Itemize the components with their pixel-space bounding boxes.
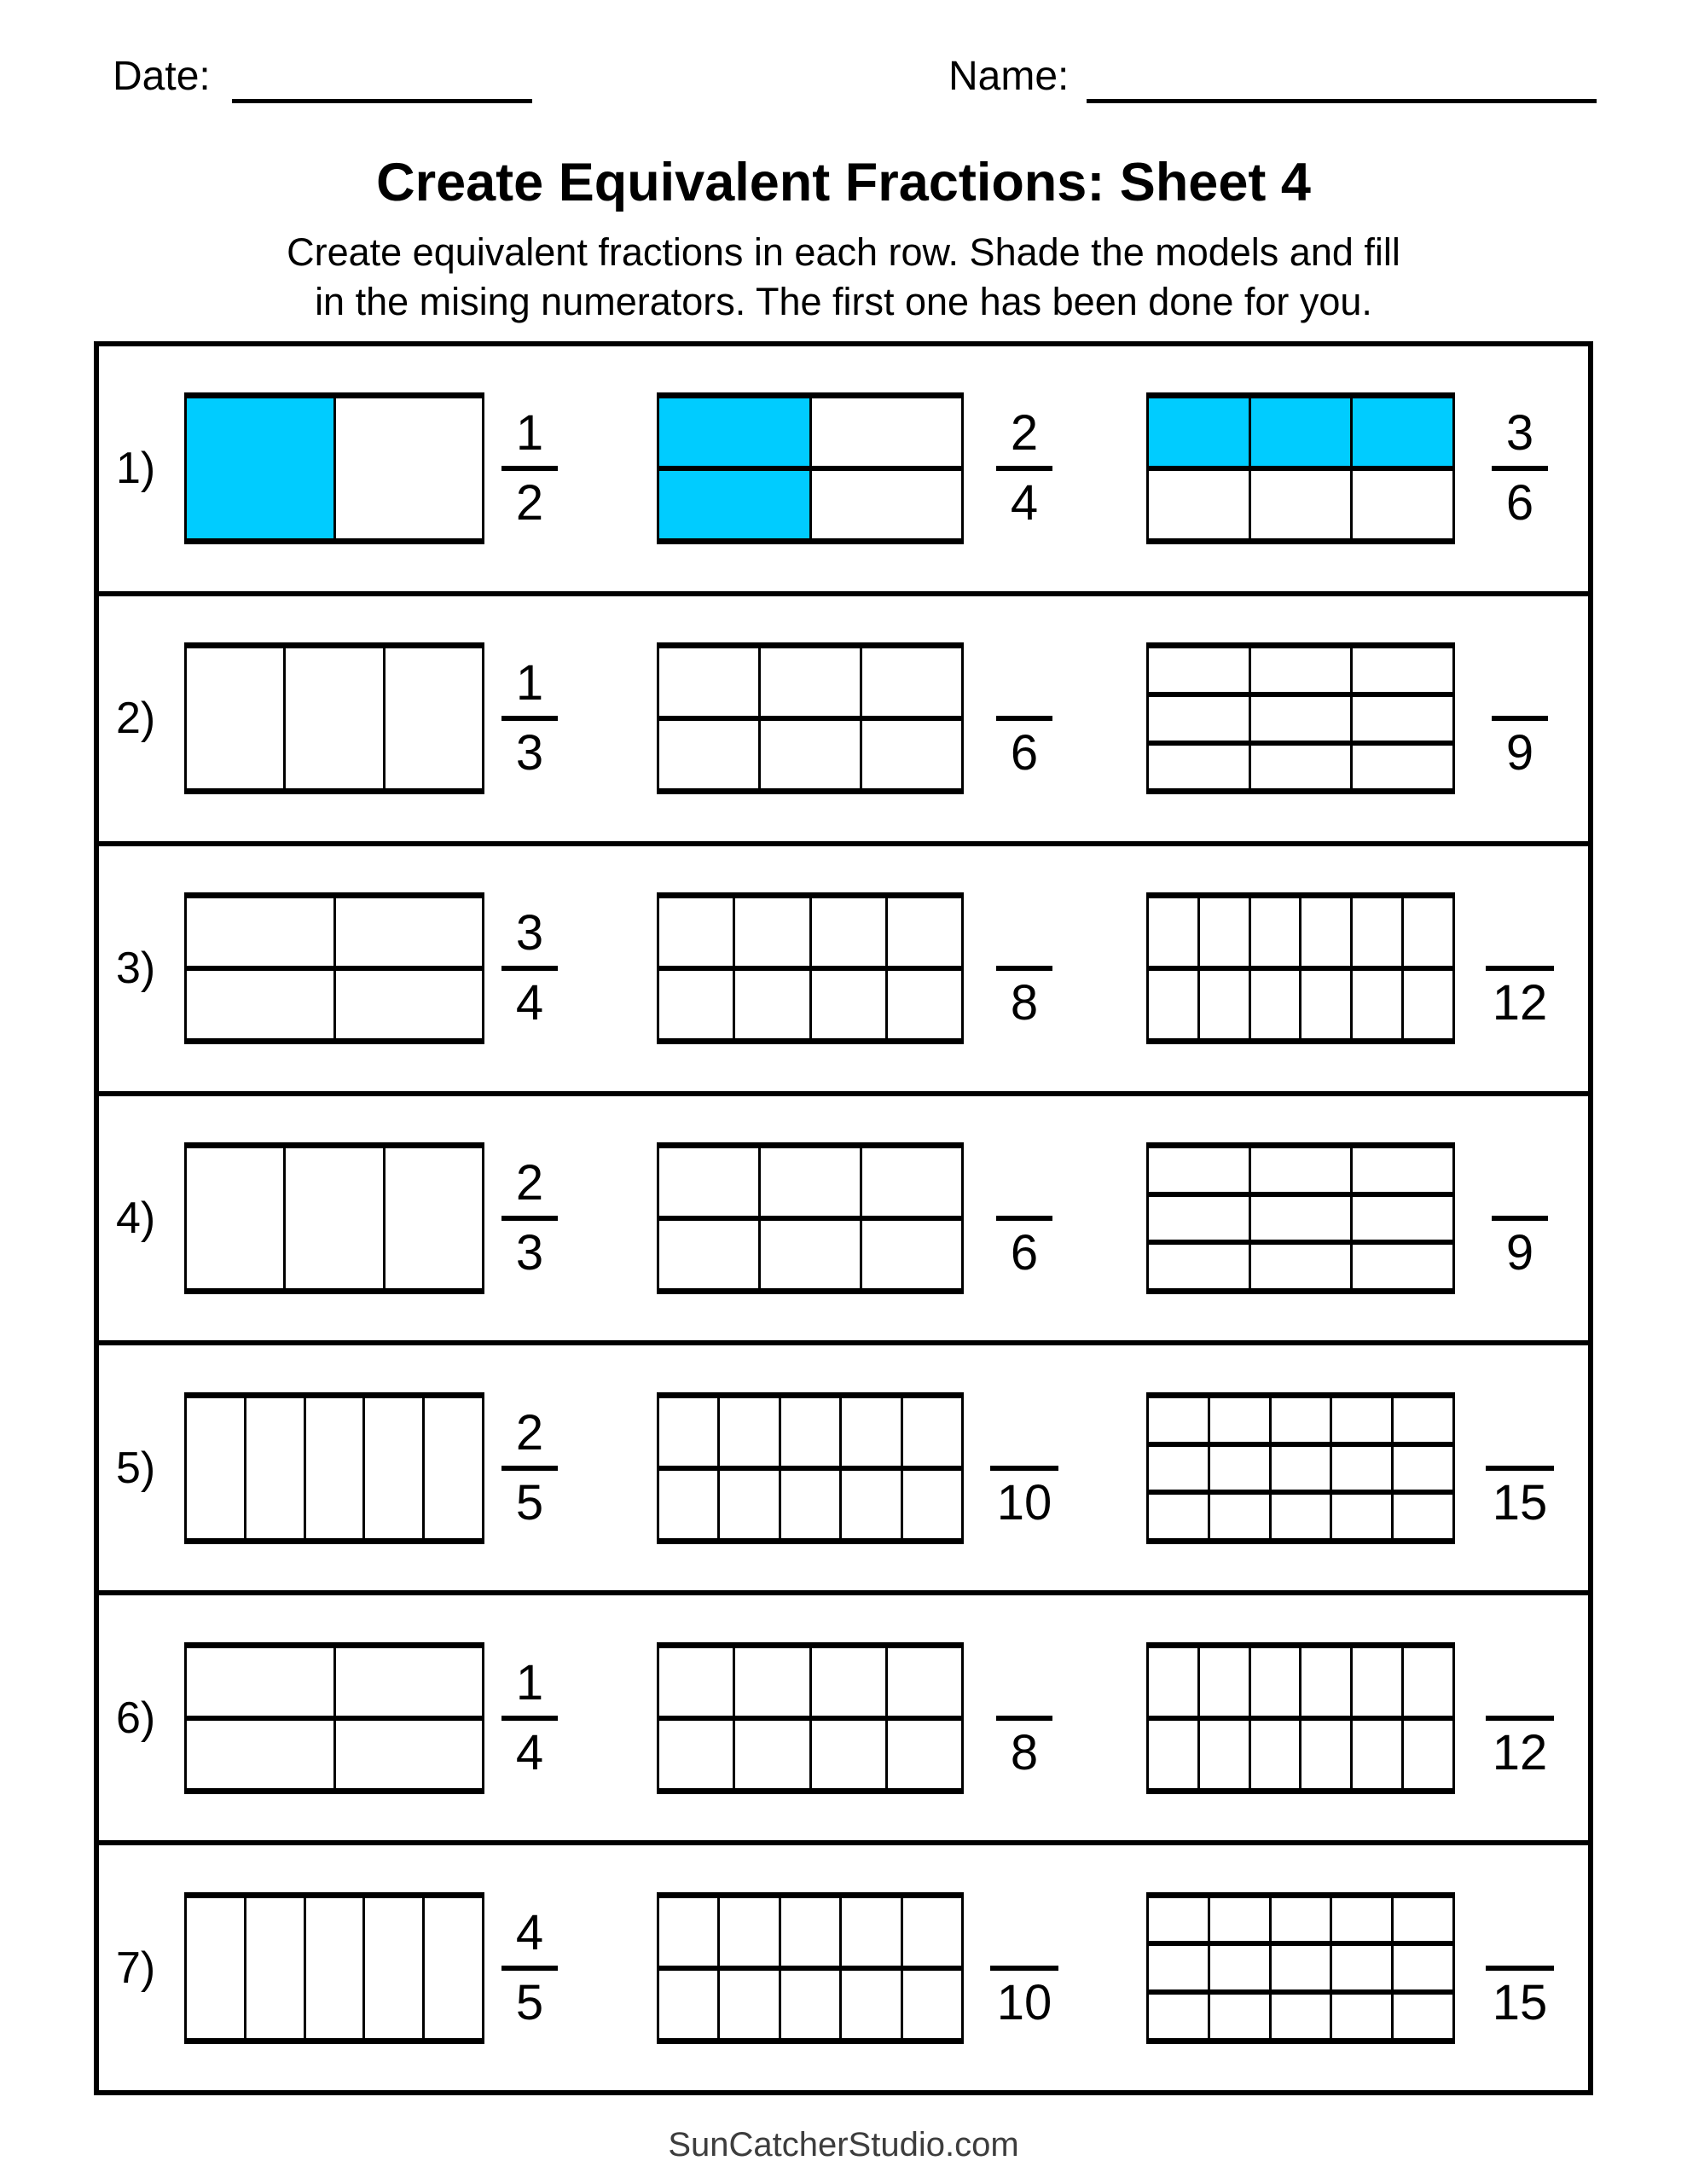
unshaded-cell[interactable] xyxy=(187,1148,283,1288)
unshaded-cell[interactable] xyxy=(187,648,283,788)
unshaded-cell[interactable] xyxy=(187,971,333,1038)
fraction-numerator: 1 xyxy=(515,405,544,462)
fraction xyxy=(973,1407,1075,1530)
fraction-bar xyxy=(501,1966,558,1971)
fraction-numerator: 4 xyxy=(515,1904,544,1960)
unshaded-cell[interactable] xyxy=(659,1148,758,1216)
fraction xyxy=(1462,1157,1578,1280)
unshaded-cell[interactable] xyxy=(888,898,961,966)
unshaded-cell[interactable] xyxy=(1251,1148,1351,1192)
row-number-label: 1) xyxy=(116,444,156,494)
date-label: Date: xyxy=(113,54,211,99)
unshaded-cell[interactable] xyxy=(1149,1946,1208,1989)
unshaded-cell[interactable] xyxy=(720,1471,778,1538)
fraction xyxy=(1462,907,1578,1030)
unshaded-cell[interactable] xyxy=(1149,648,1249,692)
fraction xyxy=(1462,1657,1578,1780)
fraction-numerator: 2 xyxy=(515,1155,544,1211)
unshaded-cell[interactable] xyxy=(1251,1648,1300,1716)
unshaded-cell[interactable] xyxy=(187,1898,244,2038)
worksheet-row-5 xyxy=(99,1345,1588,1595)
fraction-numerator: 1 xyxy=(515,655,544,712)
unshaded-cell[interactable] xyxy=(1149,471,1249,538)
unshaded-cell[interactable] xyxy=(1272,1898,1330,1942)
unshaded-cell[interactable] xyxy=(1394,1495,1452,1538)
unshaded-cell[interactable] xyxy=(1404,1648,1452,1716)
row-number-label: 3) xyxy=(116,944,156,994)
unshaded-cell[interactable] xyxy=(1210,1398,1269,1442)
unshaded-cell[interactable] xyxy=(425,1898,482,2038)
fraction-bar xyxy=(501,466,558,471)
fraction-numerator: 3 xyxy=(515,905,544,961)
fraction-numerator: 1 xyxy=(515,1654,544,1711)
shaded-cell[interactable] xyxy=(1353,398,1452,466)
unshaded-cell[interactable] xyxy=(761,648,860,716)
fraction-denominator: 8 xyxy=(1010,1724,1039,1780)
fraction-bar xyxy=(501,1716,558,1721)
fraction-bar xyxy=(501,716,558,721)
unshaded-cell[interactable] xyxy=(862,1221,961,1288)
unshaded-cell[interactable] xyxy=(1210,1447,1269,1490)
unshaded-cell[interactable] xyxy=(659,648,758,716)
fraction-bar xyxy=(1486,1466,1554,1471)
unshaded-cell[interactable] xyxy=(1210,1946,1269,1989)
unshaded-cell[interactable] xyxy=(1353,1648,1401,1716)
fraction-bar xyxy=(501,1216,558,1221)
row-number-label: 6) xyxy=(116,1693,156,1743)
worksheet-row-1 xyxy=(99,346,1588,596)
fraction xyxy=(478,1157,581,1280)
unshaded-cell[interactable] xyxy=(336,398,483,538)
unshaded-cell[interactable] xyxy=(1210,1898,1269,1942)
unshaded-cell[interactable] xyxy=(1301,1721,1350,1788)
fraction-denominator: 12 xyxy=(1492,975,1548,1031)
unshaded-cell[interactable] xyxy=(1332,1447,1391,1490)
shaded-cell[interactable] xyxy=(187,398,333,538)
fraction-model xyxy=(657,1142,964,1294)
fraction-model xyxy=(1146,392,1455,544)
date-writing-line[interactable] xyxy=(232,99,532,103)
fraction-bar xyxy=(996,1216,1052,1221)
unshaded-cell[interactable] xyxy=(1149,1447,1208,1490)
worksheet-row-3 xyxy=(99,846,1588,1096)
fraction-model xyxy=(1146,1392,1455,1544)
unshaded-cell[interactable] xyxy=(1149,1898,1208,1942)
unshaded-cell[interactable] xyxy=(781,1471,839,1538)
fraction-denominator: 10 xyxy=(996,1474,1052,1531)
unshaded-cell[interactable] xyxy=(862,648,961,716)
unshaded-cell[interactable] xyxy=(1353,697,1452,741)
unshaded-cell[interactable] xyxy=(1353,898,1401,966)
unshaded-cell[interactable] xyxy=(659,721,758,788)
unshaded-cell[interactable] xyxy=(720,1398,778,1466)
worksheet-row-7 xyxy=(99,1845,1588,2090)
unshaded-cell[interactable] xyxy=(862,721,961,788)
unshaded-cell[interactable] xyxy=(735,971,809,1038)
unshaded-cell[interactable] xyxy=(842,1971,900,2038)
fraction xyxy=(1462,407,1578,530)
unshaded-cell[interactable] xyxy=(761,1148,860,1216)
fraction-bar xyxy=(1486,1716,1554,1721)
unshaded-cell[interactable] xyxy=(1301,1648,1350,1716)
unshaded-cell[interactable] xyxy=(1353,648,1452,692)
row-number-label: 5) xyxy=(116,1443,156,1493)
fraction-denominator: 2 xyxy=(515,475,544,531)
unshaded-cell[interactable] xyxy=(246,1898,304,2038)
unshaded-cell[interactable] xyxy=(781,1971,839,2038)
unshaded-cell[interactable] xyxy=(187,898,333,966)
fraction-model xyxy=(184,1142,484,1294)
unshaded-cell[interactable] xyxy=(903,1471,961,1538)
unshaded-cell[interactable] xyxy=(1251,648,1351,692)
fraction xyxy=(478,1654,581,1780)
unshaded-cell[interactable] xyxy=(842,1471,900,1538)
row-number-label: 7) xyxy=(116,1943,156,1993)
fraction xyxy=(973,1907,1075,2030)
fraction-numerator: 2 xyxy=(515,1404,544,1461)
fraction-model xyxy=(657,1642,964,1794)
unshaded-cell[interactable] xyxy=(1394,1398,1452,1442)
fraction-denominator: 12 xyxy=(1492,1724,1548,1780)
unshaded-cell[interactable] xyxy=(659,898,733,966)
unshaded-cell[interactable] xyxy=(1332,1398,1391,1442)
unshaded-cell[interactable] xyxy=(1149,1148,1249,1192)
fraction-bar xyxy=(1492,716,1548,721)
fraction-bar xyxy=(996,716,1052,721)
fraction-denominator: 6 xyxy=(1010,1225,1039,1281)
fraction xyxy=(478,407,581,530)
unshaded-cell[interactable] xyxy=(903,1971,961,2038)
fraction-denominator: 3 xyxy=(515,725,544,781)
unshaded-cell[interactable] xyxy=(1149,697,1249,741)
unshaded-cell[interactable] xyxy=(812,398,962,466)
instructions-line-1: Create equivalent fractions in each row. Shade the models and fill xyxy=(287,230,1400,274)
unshaded-cell[interactable] xyxy=(781,1898,839,1966)
fraction-model xyxy=(657,1892,964,2044)
unshaded-cell[interactable] xyxy=(1149,1245,1249,1288)
fraction xyxy=(973,1657,1075,1780)
unshaded-cell[interactable] xyxy=(187,1398,244,1538)
fraction xyxy=(973,657,1075,780)
unshaded-cell[interactable] xyxy=(1272,1447,1330,1490)
unshaded-cell[interactable] xyxy=(365,1398,422,1538)
unshaded-cell[interactable] xyxy=(386,1148,482,1288)
unshaded-cell[interactable] xyxy=(812,971,885,1038)
unshaded-cell[interactable] xyxy=(336,1721,483,1788)
unshaded-cell[interactable] xyxy=(1149,971,1197,1038)
fraction-numerator: 3 xyxy=(1505,405,1534,462)
page-title: Create Equivalent Fractions: Sheet 4 xyxy=(376,153,1311,212)
unshaded-cell[interactable] xyxy=(812,1721,885,1788)
fraction-model xyxy=(1146,1642,1455,1794)
fraction-bar xyxy=(1492,466,1548,471)
fraction-denominator: 9 xyxy=(1505,1225,1534,1281)
unshaded-cell[interactable] xyxy=(1272,1946,1330,1989)
unshaded-cell[interactable] xyxy=(1149,898,1197,966)
fraction-bar xyxy=(1486,966,1554,971)
unshaded-cell[interactable] xyxy=(1149,1648,1197,1716)
unshaded-cell[interactable] xyxy=(1251,697,1351,741)
fraction-bar xyxy=(990,1966,1058,1971)
unshaded-cell[interactable] xyxy=(1353,1245,1452,1288)
unshaded-cell[interactable] xyxy=(842,1898,900,1966)
fraction xyxy=(478,907,581,1030)
worksheet-row-4 xyxy=(99,1096,1588,1346)
unshaded-cell[interactable] xyxy=(1210,1495,1269,1538)
fraction-bar xyxy=(996,966,1052,971)
unshaded-cell[interactable] xyxy=(1353,971,1401,1038)
unshaded-cell[interactable] xyxy=(1149,1398,1208,1442)
unshaded-cell[interactable] xyxy=(365,1898,422,2038)
unshaded-cell[interactable] xyxy=(1353,746,1452,789)
unshaded-cell[interactable] xyxy=(336,898,483,966)
unshaded-cell[interactable] xyxy=(1251,1197,1351,1240)
fraction-bar xyxy=(1492,1216,1548,1221)
worksheet-row-6 xyxy=(99,1595,1588,1845)
fraction-denominator: 6 xyxy=(1010,725,1039,781)
unshaded-cell[interactable] xyxy=(1272,1495,1330,1538)
unshaded-cell[interactable] xyxy=(842,1398,900,1466)
footer-credit: SunCatcherStudio.com xyxy=(668,2126,1019,2164)
unshaded-cell[interactable] xyxy=(1353,1721,1401,1788)
unshaded-cell[interactable] xyxy=(1353,1148,1452,1192)
fraction-denominator: 3 xyxy=(515,1225,544,1281)
unshaded-cell[interactable] xyxy=(735,1721,809,1788)
unshaded-cell[interactable] xyxy=(888,971,961,1038)
unshaded-cell[interactable] xyxy=(1200,898,1249,966)
unshaded-cell[interactable] xyxy=(1251,746,1351,789)
fraction xyxy=(1462,1407,1578,1530)
fraction-model xyxy=(184,642,484,794)
fraction-model xyxy=(1146,1892,1455,2044)
unshaded-cell[interactable] xyxy=(888,1648,961,1716)
unshaded-cell[interactable] xyxy=(1149,1721,1197,1788)
fraction-denominator: 5 xyxy=(515,1974,544,2030)
fraction-model xyxy=(1146,642,1455,794)
fraction xyxy=(478,657,581,780)
fraction-model xyxy=(1146,1142,1455,1294)
unshaded-cell[interactable] xyxy=(720,1971,778,2038)
unshaded-cell[interactable] xyxy=(187,1648,333,1716)
fraction xyxy=(478,1404,581,1531)
unshaded-cell[interactable] xyxy=(386,648,482,788)
unshaded-cell[interactable] xyxy=(659,1471,717,1538)
unshaded-cell[interactable] xyxy=(1200,1721,1249,1788)
fraction-model xyxy=(184,1892,484,2044)
unshaded-cell[interactable] xyxy=(306,1398,363,1538)
unshaded-cell[interactable] xyxy=(1332,1898,1391,1942)
unshaded-cell[interactable] xyxy=(1149,1197,1249,1240)
unshaded-cell[interactable] xyxy=(187,1721,333,1788)
unshaded-cell[interactable] xyxy=(781,1398,839,1466)
shaded-cell[interactable] xyxy=(1251,398,1351,466)
unshaded-cell[interactable] xyxy=(425,1398,482,1538)
unshaded-cell[interactable] xyxy=(1404,1721,1452,1788)
worksheet-row-2 xyxy=(99,596,1588,846)
fraction xyxy=(1462,1907,1578,2030)
unshaded-cell[interactable] xyxy=(903,1898,961,1966)
unshaded-cell[interactable] xyxy=(659,1221,758,1288)
unshaded-cell[interactable] xyxy=(1301,898,1350,966)
unshaded-cell[interactable] xyxy=(1210,1995,1269,2038)
unshaded-cell[interactable] xyxy=(659,1898,717,1966)
unshaded-cell[interactable] xyxy=(246,1398,304,1538)
fraction xyxy=(973,407,1075,530)
fraction-bar xyxy=(1486,1966,1554,1971)
fraction-denominator: 4 xyxy=(1010,475,1039,531)
unshaded-cell[interactable] xyxy=(1353,471,1452,538)
unshaded-cell[interactable] xyxy=(659,1971,717,2038)
unshaded-cell[interactable] xyxy=(1332,1946,1391,1989)
fraction-model xyxy=(657,642,964,794)
unshaded-cell[interactable] xyxy=(812,898,885,966)
row-number-label: 2) xyxy=(116,694,156,744)
unshaded-cell[interactable] xyxy=(286,648,382,788)
unshaded-cell[interactable] xyxy=(1251,971,1300,1038)
fraction-numerator: 2 xyxy=(1010,405,1039,462)
worksheet-table xyxy=(94,341,1593,2095)
fraction-denominator: 15 xyxy=(1492,1974,1548,2030)
unshaded-cell[interactable] xyxy=(1251,898,1300,966)
unshaded-cell[interactable] xyxy=(761,721,860,788)
fraction-denominator: 4 xyxy=(515,1724,544,1780)
unshaded-cell[interactable] xyxy=(659,1721,733,1788)
unshaded-cell[interactable] xyxy=(1149,746,1249,789)
unshaded-cell[interactable] xyxy=(735,898,809,966)
unshaded-cell[interactable] xyxy=(306,1898,363,2038)
unshaded-cell[interactable] xyxy=(659,971,733,1038)
fraction-model xyxy=(657,392,964,544)
fraction-denominator: 8 xyxy=(1010,975,1039,1031)
unshaded-cell[interactable] xyxy=(1251,471,1351,538)
name-writing-line[interactable] xyxy=(1087,99,1597,103)
unshaded-cell[interactable] xyxy=(1251,1721,1300,1788)
fraction-model xyxy=(184,892,484,1044)
fraction-denominator: 6 xyxy=(1505,475,1534,531)
fraction-model xyxy=(184,1642,484,1794)
fraction-bar xyxy=(996,466,1052,471)
fraction-bar xyxy=(990,1466,1058,1471)
fraction-denominator: 10 xyxy=(996,1974,1052,2030)
fraction xyxy=(973,1157,1075,1280)
fraction-bar xyxy=(501,1466,558,1471)
unshaded-cell[interactable] xyxy=(1332,1495,1391,1538)
unshaded-cell[interactable] xyxy=(1272,1398,1330,1442)
unshaded-cell[interactable] xyxy=(735,1648,809,1716)
unshaded-cell[interactable] xyxy=(1394,1946,1452,1989)
unshaded-cell[interactable] xyxy=(1301,971,1350,1038)
row-number-label: 4) xyxy=(116,1194,156,1243)
unshaded-cell[interactable] xyxy=(1251,1245,1351,1288)
shaded-cell[interactable] xyxy=(1149,398,1249,466)
unshaded-cell[interactable] xyxy=(1272,1995,1330,2038)
unshaded-cell[interactable] xyxy=(659,1398,717,1466)
unshaded-cell[interactable] xyxy=(336,1648,483,1716)
unshaded-cell[interactable] xyxy=(1404,898,1452,966)
unshaded-cell[interactable] xyxy=(1332,1995,1391,2038)
instructions-line-2: in the mising numerators. The first one has been done for you. xyxy=(315,280,1372,323)
fraction-denominator: 9 xyxy=(1505,725,1534,781)
unshaded-cell[interactable] xyxy=(1394,1447,1452,1490)
unshaded-cell[interactable] xyxy=(812,471,962,538)
unshaded-cell[interactable] xyxy=(720,1898,778,1966)
unshaded-cell[interactable] xyxy=(336,971,483,1038)
fraction-model xyxy=(657,1392,964,1544)
fraction-denominator: 15 xyxy=(1492,1474,1548,1531)
fraction xyxy=(1462,657,1578,780)
name-label: Name: xyxy=(948,54,1070,99)
fraction-bar xyxy=(996,1716,1052,1721)
unshaded-cell[interactable] xyxy=(1149,1995,1208,2038)
unshaded-cell[interactable] xyxy=(761,1221,860,1288)
unshaded-cell[interactable] xyxy=(1200,1648,1249,1716)
unshaded-cell[interactable] xyxy=(659,1648,733,1716)
unshaded-cell[interactable] xyxy=(1353,1197,1452,1240)
fraction-model xyxy=(184,392,484,544)
unshaded-cell[interactable] xyxy=(1200,971,1249,1038)
unshaded-cell[interactable] xyxy=(1404,971,1452,1038)
unshaded-cell[interactable] xyxy=(888,1721,961,1788)
shaded-cell[interactable] xyxy=(659,471,809,538)
unshaded-cell[interactable] xyxy=(903,1398,961,1466)
unshaded-cell[interactable] xyxy=(1149,1495,1208,1538)
unshaded-cell[interactable] xyxy=(812,1648,885,1716)
fraction xyxy=(973,907,1075,1030)
unshaded-cell[interactable] xyxy=(1394,1898,1452,1942)
unshaded-cell[interactable] xyxy=(862,1148,961,1216)
fraction xyxy=(478,1904,581,2030)
unshaded-cell[interactable] xyxy=(1394,1995,1452,2038)
unshaded-cell[interactable] xyxy=(286,1148,382,1288)
fraction-model xyxy=(184,1392,484,1544)
fraction-model xyxy=(657,892,964,1044)
fraction-denominator: 4 xyxy=(515,975,544,1031)
fraction-denominator: 5 xyxy=(515,1474,544,1531)
fraction-model xyxy=(1146,892,1455,1044)
fraction-bar xyxy=(501,966,558,971)
shaded-cell[interactable] xyxy=(659,398,809,466)
